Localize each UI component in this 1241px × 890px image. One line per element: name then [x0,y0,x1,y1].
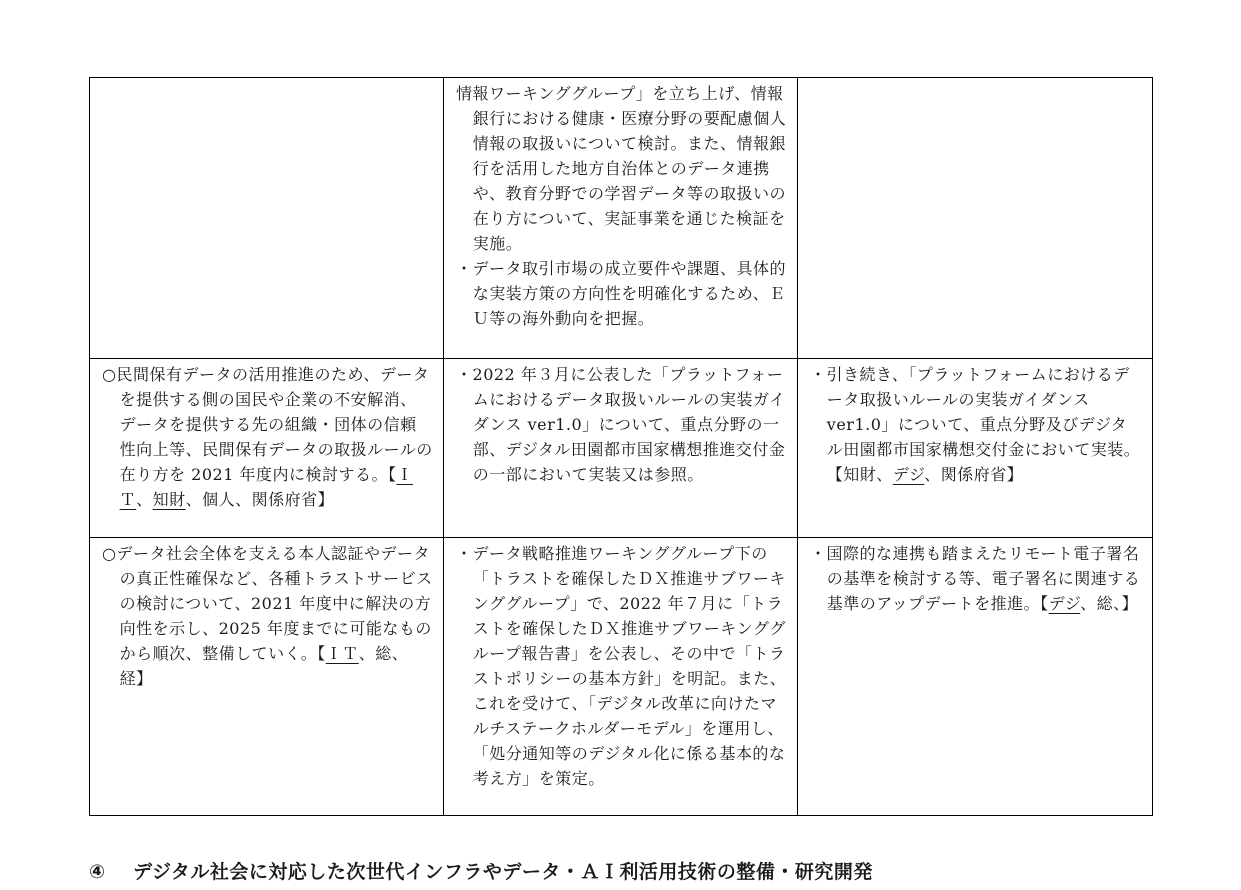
cell-goal [90,78,444,359]
ministry-underlined: デジ [892,465,925,484]
section-title: デジタル社会に対応した次世代インフラやデータ・ＡＩ利活用技術の整備・研究開発 [133,861,873,883]
ministry-underlined: デジ [1048,594,1081,613]
cell-future [798,538,1153,816]
list-item: ・データ取引市場の成立要件や課題、具体的な実装方策の方向性を明確化するため、ＥＵ等の海外動向を把握。 [456,259,787,328]
cell-progress [444,78,798,359]
cell-goal [90,359,444,538]
ministry-underlined: ＩＴ [119,465,414,509]
table-row [90,359,1153,538]
cell-goal [90,538,444,816]
table-row [90,78,1153,359]
cell-future [798,78,1153,359]
ministry-underlined: ＩＴ [325,644,359,663]
list-item: ・データ戦略推進ワーキンググループ下の「トラストを確保したＤＸ推進サブワーキンググループ」で、2022 年７月に「トラストを確保したＤＸ推進サブワーキンググループ報告書」を公表し、その中で「トラストポリシーの基本方針」を明記。また、これを受けて、「デジタル改革に向けたマルチステークホルダーモデル」を運用し、「処分通知等のデジタル化に係る基本的な考え方」を策定。 [456,544,787,788]
list-item: ○データ社会全体を支える本人認証やデータの真正性確保など、各種トラストサービスの検討について、2021 年度中に解決の方向性を示し、2025 年度までに可能なものから順次、整備していく。【ＩＴ、総、経】 [102,544,433,688]
section-heading [89,857,873,884]
section-number: ④ [89,861,106,883]
ministry-underlined: 知財 [152,490,186,509]
list-item: ○民間保有データの活用推進のため、データを提供する側の国民や企業の不安解消、データを提供する先の組織・団体の信頼性向上等、民間保有データの取扱ルールの在り方を 2021 年度内に検討する。【ＩＴ、知財、個人、関係府省】 [102,365,433,509]
list-item: ・国際的な連携も踏まえたリモート電子署名の基準を検討する等、電子署名に関連する基準のアップデートを推進。【デジ、総、】 [810,544,1141,613]
cell-progress [444,359,798,538]
list-item: ・2022 年３月に公表した「プラットフォームにおけるデータ取扱いルールの実装ガイダンス ver1.0」について、重点分野の一部、デジタル田園都市国家構想推進交付金の一部において実装又は参照。 [456,365,786,484]
table-row [90,538,1153,816]
cell-progress [444,538,798,816]
policy-table [89,77,1153,816]
list-item: ・引き続き、「プラットフォームにおけるデータ取扱いルールの実装ガイダンス ver1.0」について、重点分野及びデジタル田園都市国家構想交付金において実装。【知財、デジ、関係府省】 [810,365,1141,484]
cell-future [798,359,1153,538]
list-item: 情報ワーキンググループ」を立ち上げ、情報銀行における健康・医療分野の要配慮個人情報の取扱いについて検討。また、情報銀行を活用した地方自治体とのデータ連携や、教育分野での学習データ等の取扱いの在り方について、実証事業を通じた検証を実施。 [456,84,787,253]
